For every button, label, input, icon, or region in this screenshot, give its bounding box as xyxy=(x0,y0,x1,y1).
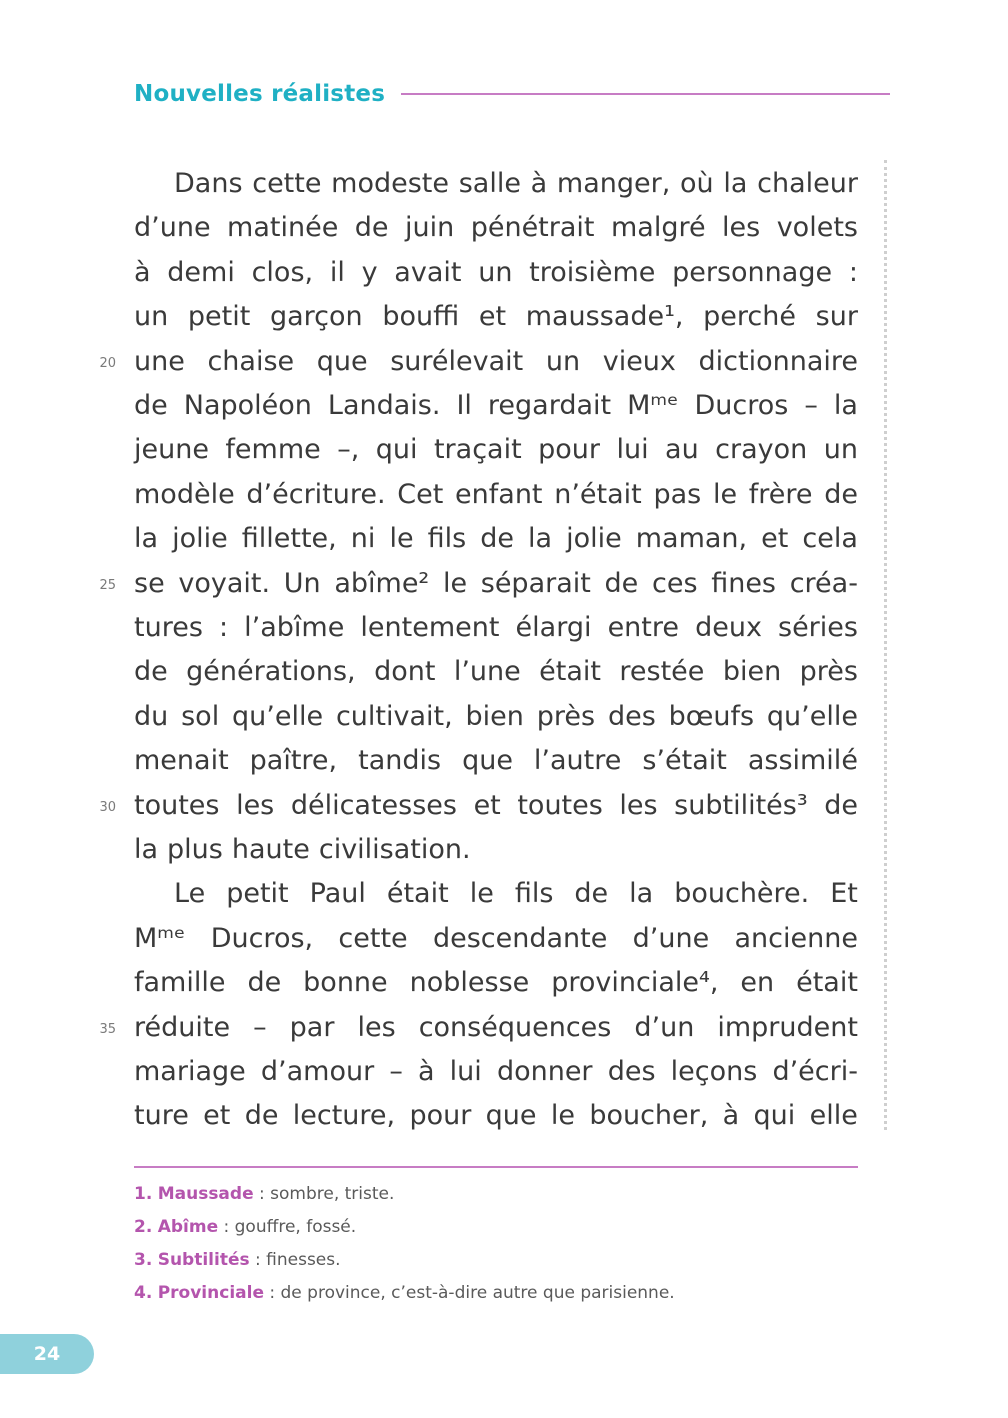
word: manger, xyxy=(556,168,671,199)
word: les xyxy=(357,1012,396,1043)
footnote-definition: : de province, c’est-à-dire autre que parisienne. xyxy=(263,1283,675,1303)
word: les xyxy=(619,790,658,821)
word: Mᵐᵉ xyxy=(134,923,186,954)
word: bouffi xyxy=(382,301,460,332)
word: d’une xyxy=(632,923,710,954)
text-line xyxy=(174,872,858,916)
word: toutes xyxy=(517,790,603,821)
word: près xyxy=(799,656,858,687)
word: malgré xyxy=(610,212,706,243)
word: clos, xyxy=(251,257,314,288)
word: au xyxy=(665,434,699,465)
word: voyait. xyxy=(178,568,271,599)
footnote-definition: : sombre, triste. xyxy=(253,1184,395,1204)
word: près xyxy=(536,701,596,732)
word: de xyxy=(604,568,639,599)
word: de xyxy=(480,523,514,554)
word: chaise xyxy=(207,346,295,377)
word: à xyxy=(134,257,151,288)
word: d’écri- xyxy=(772,1056,858,1087)
word: menait xyxy=(134,745,229,776)
word: enfant xyxy=(455,479,543,510)
word: troisième xyxy=(529,257,656,288)
word: d’une xyxy=(134,212,211,243)
word: que xyxy=(316,346,368,377)
word: garçon xyxy=(269,301,363,332)
word: Napoléon xyxy=(183,390,312,421)
footnote-term: Abîme xyxy=(157,1217,219,1237)
word: matinée xyxy=(227,212,339,243)
footnote-number: 1. xyxy=(134,1184,153,1204)
line-number-35: 35 xyxy=(99,1022,116,1037)
line-number-25: 25 xyxy=(99,578,116,593)
header-rule xyxy=(401,93,890,95)
word: cette xyxy=(252,168,322,199)
word: un xyxy=(823,434,858,465)
word: qu’elle xyxy=(232,701,324,732)
word: deux xyxy=(695,612,762,643)
word: subtilités³ xyxy=(674,790,808,821)
text-line xyxy=(134,384,858,428)
word: d’écriture. xyxy=(246,479,386,510)
text-line xyxy=(134,606,858,650)
word: demi xyxy=(167,257,235,288)
footnote-number: 4. xyxy=(134,1283,153,1303)
word: personnage xyxy=(672,257,833,288)
word: les xyxy=(722,212,761,243)
word: cela xyxy=(802,523,858,554)
word: boucher, xyxy=(589,1100,709,1131)
text-line xyxy=(174,162,858,206)
footnote-term: Maussade xyxy=(157,1184,254,1204)
word: à xyxy=(722,1100,740,1131)
word: le xyxy=(712,479,738,510)
word: assimilé xyxy=(747,745,858,776)
word: d’un xyxy=(634,1012,695,1043)
word: la xyxy=(134,523,159,554)
word: volets xyxy=(776,212,858,243)
word: bonne xyxy=(303,967,388,998)
word: y xyxy=(361,257,378,288)
word: à xyxy=(530,168,548,199)
word: l’autre xyxy=(533,745,622,776)
footnote-definition: : gouffre, fossé. xyxy=(218,1217,357,1237)
word: et xyxy=(761,523,789,554)
word: l’abîme xyxy=(244,612,345,643)
word: séries xyxy=(778,612,858,643)
word: Dans xyxy=(174,168,243,199)
word: Ducros xyxy=(694,390,789,421)
footnote-definition: : finesses. xyxy=(249,1250,341,1270)
footnote-term: Provinciale xyxy=(157,1283,264,1303)
word: bouchère. xyxy=(674,878,810,909)
word: fines xyxy=(711,568,777,599)
word: toutes xyxy=(134,790,220,821)
word: qu’elle xyxy=(766,701,858,732)
word: donner xyxy=(496,1056,593,1087)
word: crayon xyxy=(715,434,808,465)
word: qui xyxy=(375,434,418,465)
word: de xyxy=(354,212,389,243)
word: perché xyxy=(703,301,796,332)
word: un xyxy=(545,346,581,377)
word: lui xyxy=(449,1056,482,1087)
word: la xyxy=(833,390,858,421)
word: le xyxy=(469,878,494,909)
word: Landais. xyxy=(327,390,441,421)
running-header xyxy=(134,76,890,112)
word: des xyxy=(607,1056,656,1087)
word: générations, xyxy=(186,656,356,687)
word: de xyxy=(574,878,609,909)
word: Un xyxy=(283,568,321,599)
word: lentement xyxy=(360,612,500,643)
text-line xyxy=(134,784,858,828)
word: cultivait, xyxy=(335,701,453,732)
word: une xyxy=(134,346,185,377)
text-line xyxy=(134,428,858,472)
word: se xyxy=(134,568,165,599)
text-line xyxy=(134,739,858,783)
word: à xyxy=(417,1056,435,1087)
word: restée xyxy=(619,656,705,687)
word: fils xyxy=(514,878,554,909)
text-line xyxy=(134,828,858,872)
word: tures xyxy=(134,612,203,643)
word: la xyxy=(723,168,748,199)
footnote-term: Subtilités xyxy=(157,1250,250,1270)
word: jolie xyxy=(172,523,228,554)
footnote-rule xyxy=(134,1166,858,1168)
word: était xyxy=(386,878,449,909)
word: réduite xyxy=(134,1012,231,1043)
word: juin xyxy=(405,212,455,243)
word: d’amour xyxy=(260,1056,375,1087)
word: Cet xyxy=(397,479,444,510)
word: chaleur xyxy=(757,168,858,199)
word: avait xyxy=(394,257,462,288)
word: bien xyxy=(722,656,782,687)
footnote-1 xyxy=(134,1182,874,1206)
word: par xyxy=(289,1012,335,1043)
footnote-number: 2. xyxy=(134,1217,153,1237)
footnote-number: 3. xyxy=(134,1250,153,1270)
text-line xyxy=(134,650,858,694)
word: le xyxy=(389,523,414,554)
word: descendante xyxy=(432,923,608,954)
word: Et xyxy=(830,878,858,909)
word: séparait xyxy=(480,568,591,599)
word: que xyxy=(462,745,513,776)
word: plus xyxy=(167,834,223,865)
word: le xyxy=(550,1100,575,1131)
word: provinciale⁴, xyxy=(551,967,719,998)
text-line xyxy=(134,961,858,1005)
word: traçait xyxy=(433,434,522,465)
word: vieux xyxy=(602,346,676,377)
word: ni xyxy=(350,523,376,554)
word: délicatesses xyxy=(290,790,457,821)
word: le xyxy=(442,568,468,599)
word: des xyxy=(607,701,656,732)
word: conséquences xyxy=(418,1012,612,1043)
word: tandis xyxy=(358,745,442,776)
line-number-20: 20 xyxy=(99,356,116,371)
word: s’était xyxy=(642,745,727,776)
word: leçons xyxy=(670,1056,758,1087)
word: créa- xyxy=(789,568,858,599)
word: un xyxy=(478,257,513,288)
word: sur xyxy=(815,301,858,332)
word: famille xyxy=(134,967,226,998)
word: pas xyxy=(653,479,702,510)
word: frère xyxy=(748,479,813,510)
word: et xyxy=(203,1100,231,1131)
text-line xyxy=(134,473,858,517)
word: pour xyxy=(409,1100,472,1131)
word: maussade¹, xyxy=(525,301,684,332)
text-line xyxy=(134,562,858,606)
footnote-4 xyxy=(134,1281,874,1305)
word: sol xyxy=(181,701,220,732)
page-number: 24 xyxy=(33,1343,61,1365)
word: femme xyxy=(225,434,321,465)
word: – xyxy=(253,1012,267,1043)
word: la xyxy=(527,523,553,554)
word: lui xyxy=(616,434,649,465)
word: les xyxy=(236,790,275,821)
word: fils xyxy=(427,523,467,554)
word: elle xyxy=(809,1100,858,1131)
word: la xyxy=(134,834,159,865)
word: –, xyxy=(337,434,360,465)
word: regardait xyxy=(487,390,612,421)
word: il xyxy=(329,257,345,288)
word: noblesse xyxy=(409,967,530,998)
word: fillette, xyxy=(241,523,337,554)
word: n’était xyxy=(554,479,642,510)
text-line xyxy=(134,1094,858,1138)
word: de xyxy=(134,656,168,687)
word: du xyxy=(134,701,169,732)
word: bien xyxy=(465,701,524,732)
word: mariage xyxy=(134,1056,246,1087)
word: dictionnaire xyxy=(698,346,858,377)
word: ces xyxy=(651,568,698,599)
text-line xyxy=(134,917,858,961)
word: ancienne xyxy=(734,923,858,954)
text-line xyxy=(134,340,858,384)
word: qui xyxy=(753,1100,796,1131)
text-line xyxy=(134,695,858,739)
word: Mᵐᵉ xyxy=(627,390,679,421)
word: lecture, xyxy=(292,1100,396,1131)
word: civilisation. xyxy=(318,834,471,865)
word: l’une xyxy=(453,656,521,687)
section-title: Nouvelles réalistes xyxy=(134,81,386,107)
word: de xyxy=(247,967,282,998)
word: – xyxy=(389,1056,403,1087)
word: la xyxy=(629,878,654,909)
word: haute xyxy=(231,834,310,865)
word: maman, xyxy=(635,523,748,554)
footnote-2 xyxy=(134,1215,874,1239)
word: entre xyxy=(607,612,679,643)
word: – xyxy=(804,390,818,421)
word: de xyxy=(134,390,168,421)
word: imprudent xyxy=(717,1012,858,1043)
word: modèle xyxy=(134,479,235,510)
word: jeune xyxy=(134,434,209,465)
word: que xyxy=(485,1100,537,1131)
footnote-3 xyxy=(134,1248,874,1272)
word: était xyxy=(539,656,601,687)
word: surélevait xyxy=(390,346,524,377)
word: un xyxy=(134,301,169,332)
word: Le xyxy=(174,878,206,909)
word: bœufs xyxy=(668,701,755,732)
word: de xyxy=(824,479,858,510)
word: : xyxy=(218,612,229,643)
word: : xyxy=(848,257,858,288)
word: modeste xyxy=(331,168,450,199)
text-line xyxy=(134,295,858,339)
margin-dotted-line xyxy=(884,160,887,1130)
text-line xyxy=(134,1006,858,1050)
word: paître, xyxy=(249,745,338,776)
text-line xyxy=(134,517,858,561)
word: où xyxy=(680,168,714,199)
word: petit xyxy=(226,878,289,909)
word: pénétrait xyxy=(470,212,595,243)
word: et xyxy=(478,301,507,332)
text-line xyxy=(134,1050,858,1094)
word: jolie xyxy=(566,523,622,554)
text-line xyxy=(134,251,858,295)
text-line xyxy=(134,206,858,250)
word: et xyxy=(473,790,501,821)
word: Il xyxy=(456,390,472,421)
word: salle xyxy=(458,168,521,199)
word: dont xyxy=(374,656,436,687)
word: Paul xyxy=(309,878,366,909)
word: élargi xyxy=(515,612,592,643)
word: de xyxy=(824,790,858,821)
word: petit xyxy=(187,301,251,332)
word: cette xyxy=(338,923,408,954)
word: de xyxy=(244,1100,279,1131)
word: abîme² xyxy=(334,568,430,599)
word: Ducros, xyxy=(210,923,314,954)
word: ture xyxy=(134,1100,189,1131)
word: était xyxy=(796,967,858,998)
line-number-30: 30 xyxy=(99,800,116,815)
word: en xyxy=(740,967,775,998)
word: pour xyxy=(538,434,601,465)
